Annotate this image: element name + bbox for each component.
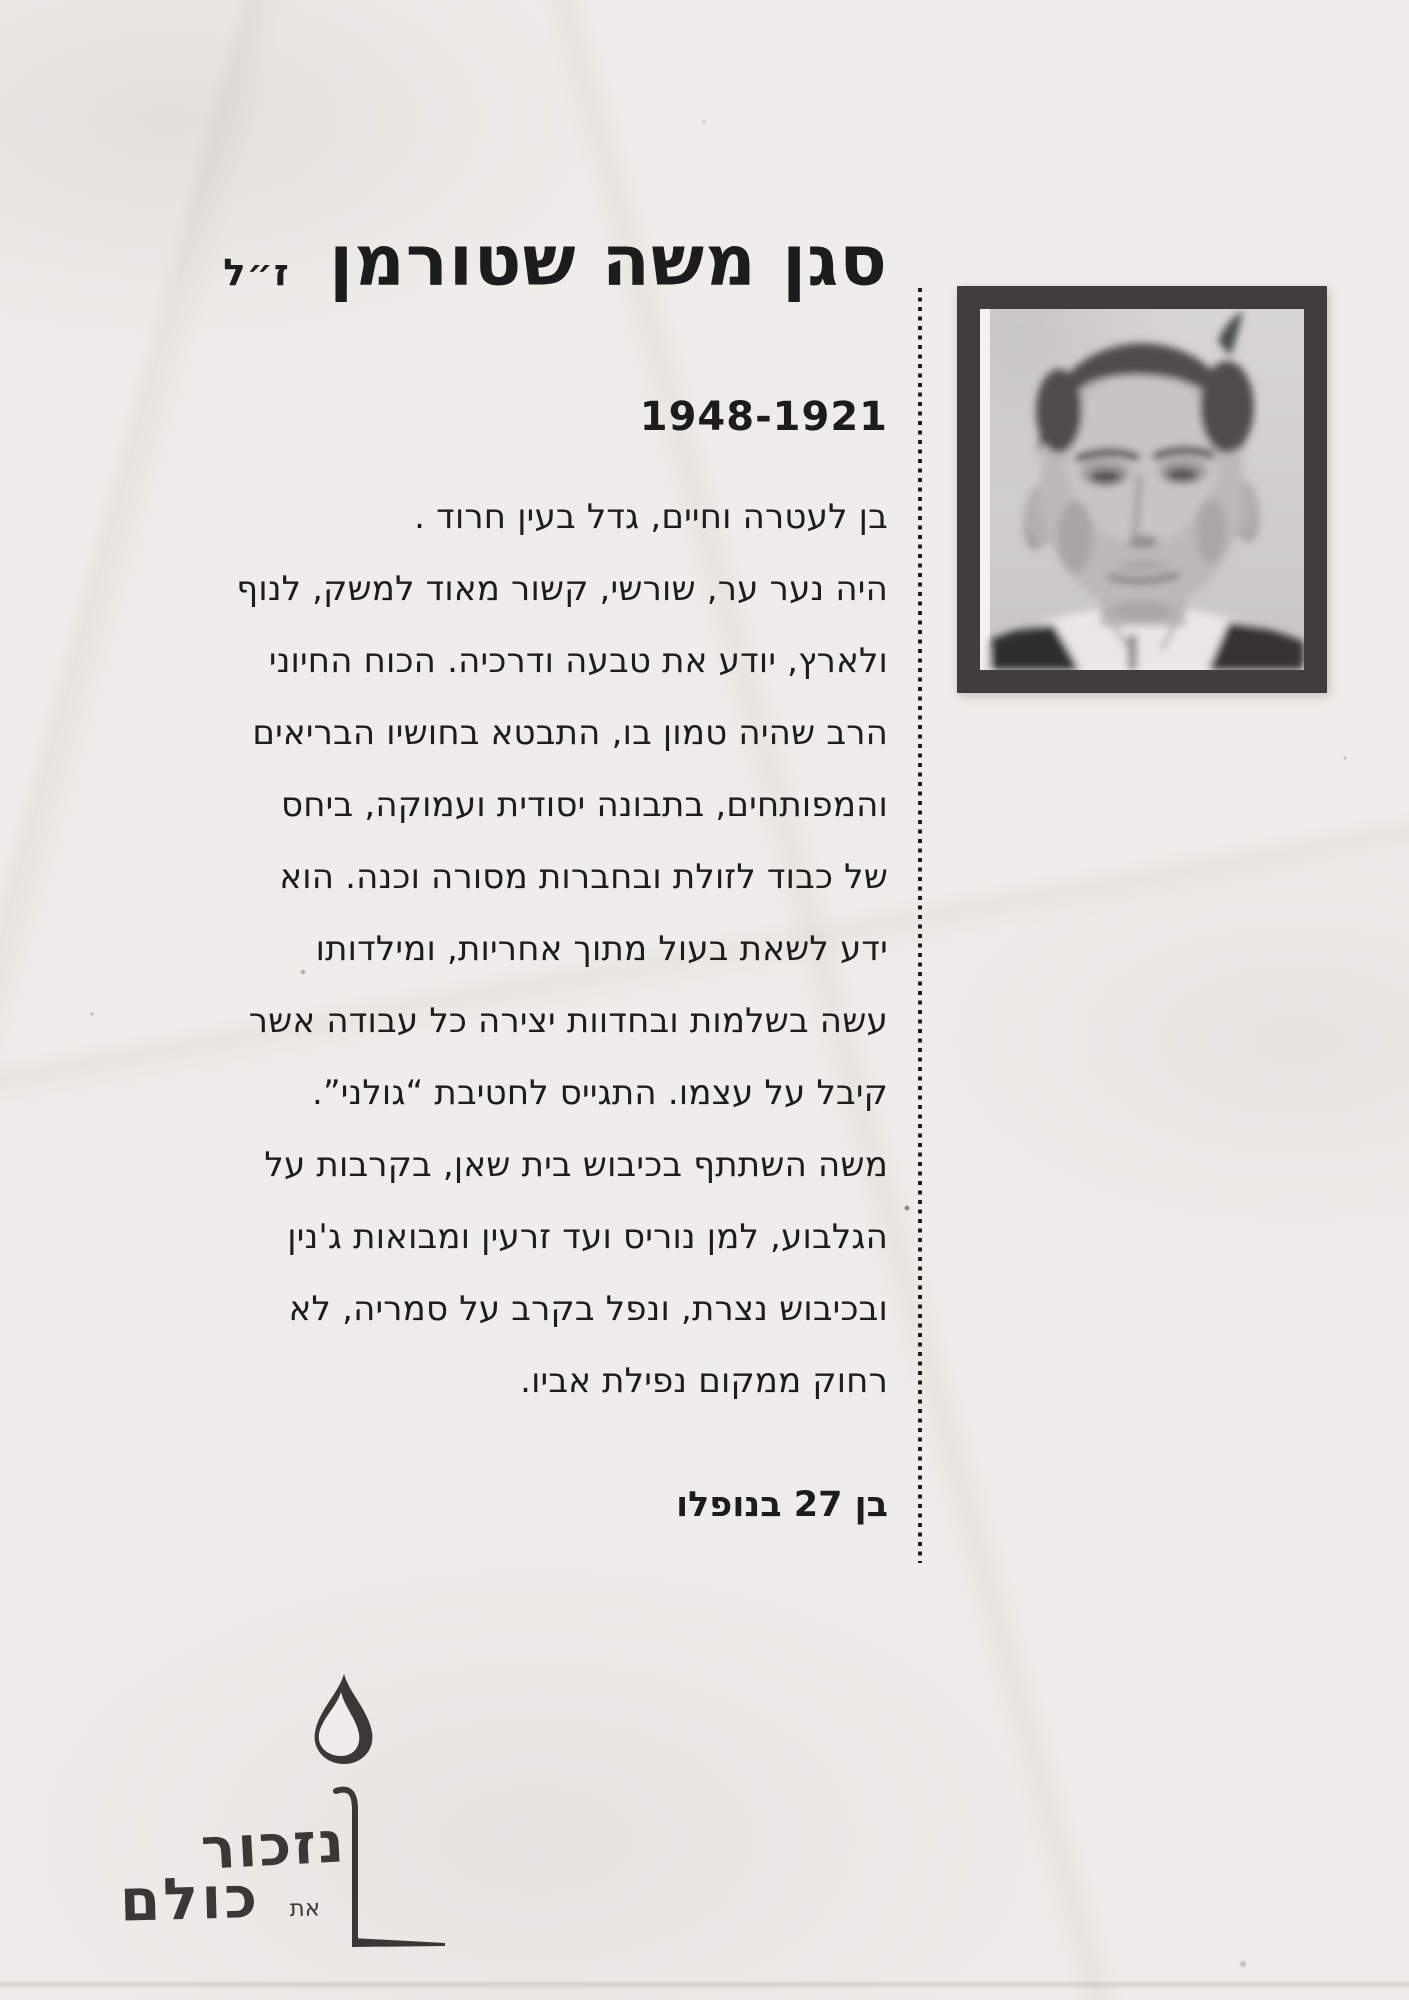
honorific-zl: ז״ל xyxy=(223,251,290,294)
logo-word-them-all xyxy=(119,1864,321,1944)
bio-line: רחוק ממקום נפילת אביו. xyxy=(520,1361,888,1401)
memorial-text-column xyxy=(108,218,888,1529)
page-title xyxy=(108,218,888,316)
portrait-photo-frame xyxy=(957,286,1327,693)
fallen-name: סגן משה שטורמן xyxy=(329,220,888,302)
life-years: 1948-1921 xyxy=(639,394,888,440)
bio-line: היה נער ער, שורשי, קשור מאוד למשק, לנוף xyxy=(236,569,888,609)
bio-line: משה השתתף בכיבוש בית שאן, בקרבות על xyxy=(264,1145,888,1185)
bio-line: בן לעטרה וחיים, גדל בעין חרוד . xyxy=(414,497,888,537)
bio-line: ידע לשאת בעול מתוך אחריות, ומילדותו xyxy=(315,929,888,969)
bio-line: הגלבוע, למן נוריס ועד זרעין ומבואות ג'נין xyxy=(287,1217,888,1257)
bio-line: והמפותחים, בתבונה יסודית ועמוקה, ביחס xyxy=(281,785,888,825)
bio-line: קיבל על עצמו. התגייס לחטיבת “גולני”. xyxy=(311,1073,888,1113)
bio-line: ולארץ, יודע את טבעה ודרכיה. הכוח החיוני xyxy=(268,641,888,681)
logo-word-et: את xyxy=(289,1895,321,1923)
bio-line: עשה בשלמות ובחדוות יצירה כל עבודה אשר xyxy=(248,1001,888,1041)
bio-line: של כבוד לזולת ובחברות מסורה וכנה. הוא xyxy=(279,857,888,897)
dotted-separator xyxy=(918,288,922,1563)
bio-line: הרב שהיה טמון בו, התבטא בחושיו הבריאים xyxy=(252,713,888,753)
logo-word-kulam: כולם xyxy=(119,1862,262,1935)
biography-text xyxy=(108,481,888,1417)
age-at-death-note: בן 27 בנופלו xyxy=(676,1485,888,1525)
logo-word-remember: נזכור xyxy=(199,1809,348,1883)
portrait-photo xyxy=(980,309,1304,670)
portrait-photo-graphic xyxy=(980,309,1304,670)
bio-line: ובכיבוש נצרת, ונפל בקרב על סמריה, לא xyxy=(288,1289,888,1329)
yizkor-logo xyxy=(105,1652,450,1957)
